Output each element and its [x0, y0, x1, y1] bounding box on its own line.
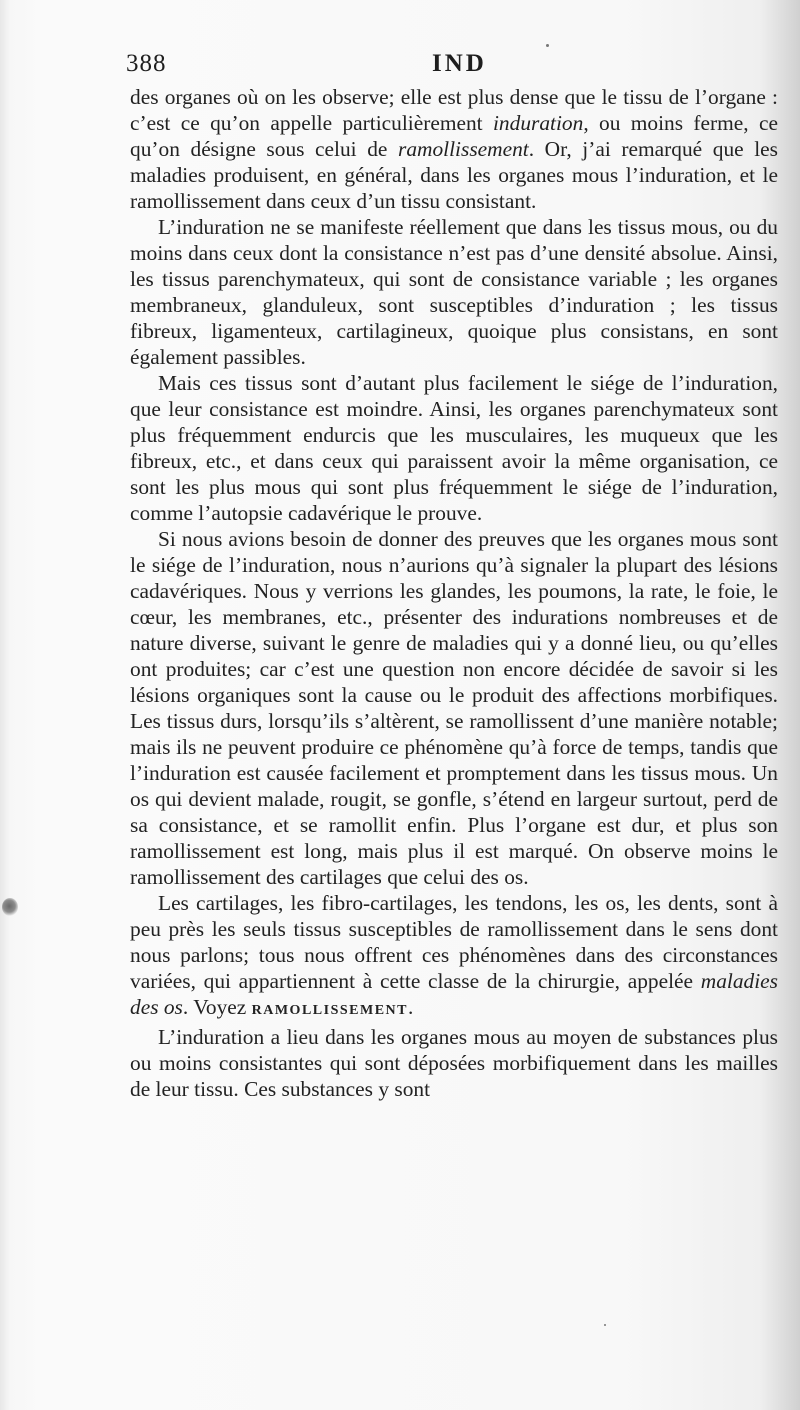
- paragraph: [130, 214, 778, 370]
- text-run: Mais ces tissus sont d’autant plus facilement le siége de l’induration, que leur consistance est moindre. Ainsi, les organes parenchymateux sont plus fréquemment endurcis que les musculaires, les muqueux que les fibreux, etc., et dans ceux qui paraissent avoir la même organisation, ce sont les plus mous qui sont plus fréquemment le siége de l’induration, comme l’autopsie cadavérique le prouve.: [130, 371, 778, 525]
- paragraph: [130, 890, 778, 1024]
- paragraph: [130, 1024, 778, 1102]
- text-run: , ou moins ferme, ce qu’on désigne sous celui de: [130, 111, 778, 161]
- text-run: Les cartilages, les fibro-cartilages, les tendons, les os, les dents, sont à peu près les seuls tissus susceptibles de ramollissement dans le sens dont nous parlons; tous nous offrent ces phénomènes dans des circonstances variées, qui appartiennent à cette classe de la chirurgie, appelée: [130, 891, 778, 993]
- text-run: L’induration a lieu dans les organes mous au moyen de substances plus ou moins consistantes qui sont déposées morbifiquement dans les mailles de leur tissu. Ces substances y sont: [130, 1025, 778, 1101]
- ink-speck: [546, 44, 549, 47]
- ink-blot: [2, 898, 18, 916]
- page-header: [126, 50, 786, 84]
- text-run: Si nous avions besoin de donner des preuves que les organes mous sont le siége de l’induration, nous n’aurions qu’à signaler la plupart des lésions cadavériques. Nous y verrions les glandes, les poumons, la rate, le foie, le cœur, les membranes, etc., présenter des indurations nombreuses et de nature diverse, suivant le genre de maladies qui y a donné lieu, ou qu’elles ont produites; car c’est une question non encore décidée de savoir si les lésions organiques sont la cause ou le produit des affections morbifiques. Les tissus durs, lorsqu’ils s’altèrent, se ramollissent d’une manière notable; mais ils ne peuvent produire ce phénomène qu’à force de temps, tandis que l’induration est causée facilement et promptement dans les tissus mous. Un os qui devient malade, rougit, se gonfle, s’étend en largeur surtout, perd de sa consistance, et se ramollit enfin. Plus l’organe est dur, et plus son ramollissement est long, mais plus il est marqué. On observe moins le ramollissement des cartilages que celui des os.: [130, 527, 778, 889]
- cross-reference: RAMOLLISSEMENT: [251, 1003, 408, 1018]
- text-run: L’induration ne se manifeste réellement que dans les tissus mous, ou du moins dans ceux dont la consistance n’est pas d’une densité absolue. Ainsi, les tissus parenchymateux, qui sont de consistance variable ; les organes membraneux, glanduleux, sont susceptibles d’induration ; les tissus fibreux, ligamenteux, cartilagineux, quoique plus consistans, en sont également passibles.: [130, 215, 778, 369]
- text-run: . Or, j’ai remarqué que les maladies produisent, en général, dans les organes mous l’induration, et le ramollissement dans ceux d’un tissu consistant.: [130, 137, 778, 213]
- text-run: des organes où on les observe; elle est plus dense que le tissu de l’organe : c’est ce qu’on appelle particulièrement: [130, 85, 778, 135]
- body-text: [130, 84, 778, 1102]
- paragraph: [130, 84, 778, 214]
- running-head: IND: [432, 50, 487, 77]
- text-run: . Voyez: [182, 995, 252, 1019]
- italic-term: maladies des os: [130, 969, 778, 1019]
- paragraph: [130, 370, 778, 526]
- page-number: 388: [126, 50, 167, 77]
- paragraph: [130, 526, 778, 890]
- ink-speck: [604, 1324, 606, 1326]
- italic-term: ramollissement: [398, 137, 529, 161]
- text-run: .: [407, 995, 414, 1019]
- italic-term: induration: [492, 111, 584, 135]
